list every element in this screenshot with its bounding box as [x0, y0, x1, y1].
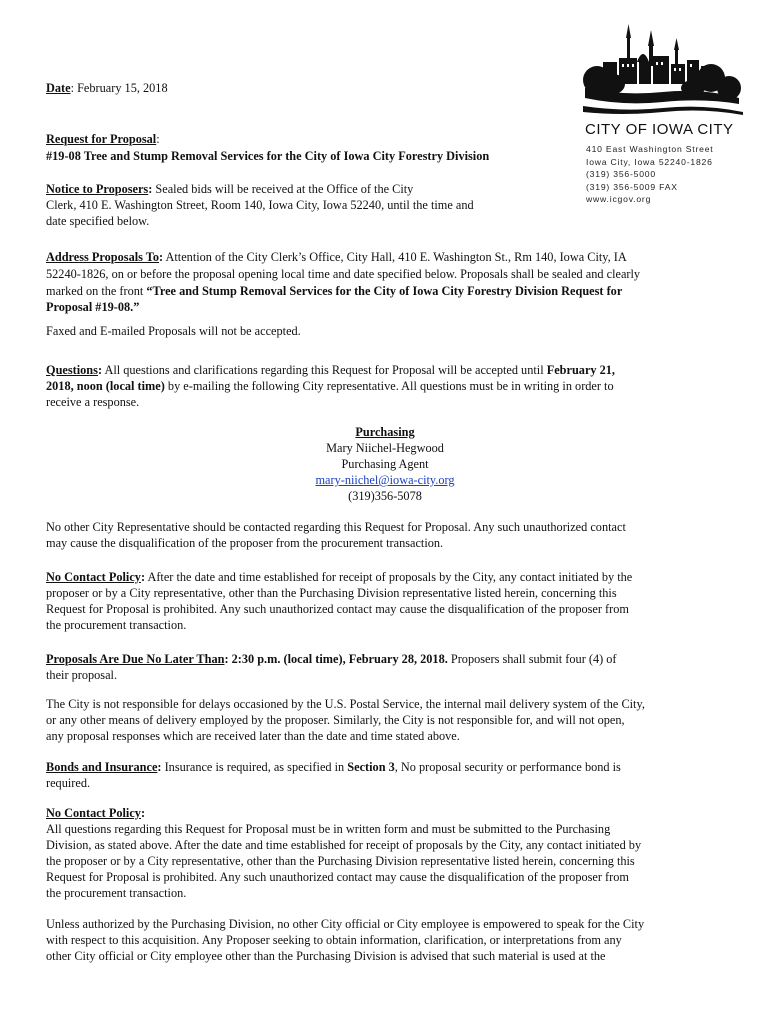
- city-skyline-logo: [583, 22, 743, 118]
- no-contact-1-text-1: After the date and time established for receipt of proposals by the City, any contact initiated by the: [145, 570, 633, 584]
- contact-name: Mary Niichel-Hegwood: [326, 441, 444, 455]
- city-address: [586, 143, 714, 206]
- bonds-label: Bonds and Insurance: [46, 760, 158, 774]
- city-address-web: www.icgov.org: [586, 194, 652, 205]
- no-contact-2-label: No Contact Policy: [46, 806, 141, 820]
- due-bold: : 2:30 p.m. (local time), February 28, 2018.: [224, 652, 448, 666]
- rfp-label: Request for Proposal: [46, 132, 157, 146]
- address-label: Address Proposals To: [46, 250, 159, 264]
- faxed-notice: Faxed and E-mailed Proposals will not be accepted.: [46, 324, 301, 338]
- notice-text-1: Sealed bids will be received at the Office of the City: [152, 182, 414, 196]
- questions-line-3: receive a response.: [46, 395, 140, 409]
- questions-text-2: by e-mailing the following City representative. All questions must be in writing in order to: [164, 379, 614, 393]
- no-contact-1-line-2: proposer or by a City representative, other than the Purchasing Division representative listed herein, concerning this: [46, 586, 617, 600]
- unless-line-3: other City official or City employee other than the Purchasing Division is advised that such material is used at the: [46, 949, 606, 963]
- date-value: : February 15, 2018: [70, 81, 168, 95]
- bonds-text-rest: , No proposal security or performance bond is: [394, 760, 621, 774]
- city-address-fax: (319) 356-5009 FAX: [586, 181, 678, 192]
- responsibility-line-3: any proposal responses which are received later than the date and time stated above.: [46, 729, 460, 743]
- bonds-colon: :: [157, 760, 162, 774]
- contact-title: Purchasing Agent: [341, 457, 429, 471]
- no-contact-1-line-4: the procurement transaction.: [46, 618, 187, 632]
- notice-label: Notice to Proposers: [46, 182, 149, 196]
- no-contact-1-line-1: [46, 569, 632, 585]
- unless-line-1: Unless authorized by the Purchasing Division, no other City official or City employee is empowered to speak for the City: [46, 917, 645, 931]
- due-text-1: Proposers shall submit four (4) of: [447, 652, 617, 666]
- due-line-2: their proposal.: [46, 668, 118, 682]
- no-contact-1-colon: :: [140, 570, 146, 584]
- no-other-line-2: may cause the disqualification of the proposer from the procurement transaction.: [46, 536, 444, 550]
- no-contact-1-line-3: Request for Proposal is prohibited. Any such unauthorized contact may cause the disqualification of the proposer from: [46, 602, 629, 616]
- contact-email-link[interactable]: mary-niichel@iowa-city.org: [315, 473, 455, 487]
- city-address-street: 410 East Washington Street: [586, 144, 714, 154]
- due-label: Proposals Are Due No Later Than: [46, 652, 225, 666]
- no-contact-2-line-5: the procurement transaction.: [46, 886, 187, 900]
- address-bold-3: “Tree and Stump Removal Services for the City of Iowa City Forestry Division Request for: [146, 284, 623, 298]
- questions-bold-1: February 21,: [546, 363, 615, 377]
- questions-colon: :: [97, 363, 103, 377]
- contact-phone: (319)356-5078: [348, 489, 422, 503]
- no-contact-2-line-3: the proposer or by a City representative, other than the Purchasing Division representative listed herein, concerning this: [46, 854, 635, 868]
- bonds-text-1: Insurance is required, as specified in: [161, 760, 348, 774]
- responsibility-line-2: or any other means of delivery employed by the proposer. Similarly, the City is not responsible for, and will not open,: [46, 713, 625, 727]
- date-label: Date: [46, 81, 71, 95]
- no-other-line-1: No other City Representative should be contacted regarding this Request for Proposal. Any such unauthorized contact: [46, 520, 626, 534]
- no-contact-2-line-2: Division, as stated above. After the date and time established for receipt of proposals by the City, any contact initiated by: [46, 838, 642, 852]
- questions-line-1: [46, 362, 615, 378]
- no-contact-2-heading: [46, 805, 145, 821]
- notice-line-1: [46, 181, 413, 197]
- address-text-1: Attention of the City Clerk’s Office, City Hall, 410 E. Washington St., Rm 140, Iowa City, IA: [163, 250, 627, 264]
- contact-email-line: [0, 472, 770, 488]
- city-name: CITY OF IOWA CITY: [585, 121, 734, 138]
- rfp-title: #19-08 Tree and Stump Removal Services for the City of Iowa City Forestry Division: [46, 149, 490, 163]
- questions-label: Questions: [46, 363, 98, 377]
- rfp-colon: :: [156, 132, 160, 146]
- due-line-1: [46, 651, 617, 667]
- unless-line-2: with respect to this acquisition. Any Proposer seeking to obtain information, clarification, or interpretations from any: [46, 933, 622, 947]
- address-colon: :: [159, 250, 164, 264]
- bonds-line-2: required.: [46, 776, 91, 790]
- no-contact-2-line-1: All questions regarding this Request for Proposal must be in written form and must be submitted to the Purchasing: [46, 822, 611, 836]
- address-line-4: Proposal #19-08.”: [46, 300, 140, 314]
- questions-text-1: All questions and clarifications regarding this Request for Proposal will be accepted until: [102, 363, 547, 377]
- bonds-line-1: [46, 759, 621, 775]
- address-line-3: [46, 283, 622, 299]
- rfp-label-line: [46, 131, 160, 147]
- questions-bold-2: 2018, noon (local time): [46, 379, 165, 393]
- address-line-1: [46, 249, 627, 265]
- address-text-3: marked on the front: [46, 284, 147, 298]
- city-address-city: Iowa City, Iowa 52240-1826: [586, 156, 713, 167]
- no-contact-2-line-4: Request for Proposal is prohibited. Any such unauthorized contact may cause the disqualification of the proposer from: [46, 870, 629, 884]
- responsibility-line-1: The City is not responsible for delays occasioned by the U.S. Postal Service, the internal mail delivery system of the City,: [46, 697, 645, 711]
- notice-colon: :: [148, 182, 153, 196]
- contact-department: [0, 424, 770, 440]
- bonds-section: Section 3: [347, 760, 395, 774]
- no-contact-1-label: No Contact Policy: [46, 570, 141, 584]
- city-address-phone: (319) 356-5000: [586, 169, 656, 180]
- notice-line-2: Clerk, 410 E. Washington Street, Room 140, Iowa City, Iowa 52240, until the time and: [46, 198, 474, 212]
- notice-line-3: date specified below.: [46, 214, 150, 228]
- date-line: [46, 80, 168, 96]
- contact-department-label: Purchasing: [355, 425, 415, 439]
- questions-line-2: [46, 378, 614, 394]
- no-contact-2-colon: :: [140, 806, 146, 820]
- address-line-2: 52240-1826, on or before the proposal opening local time and date specified below. Proposals shall be sealed and clearly: [46, 267, 641, 281]
